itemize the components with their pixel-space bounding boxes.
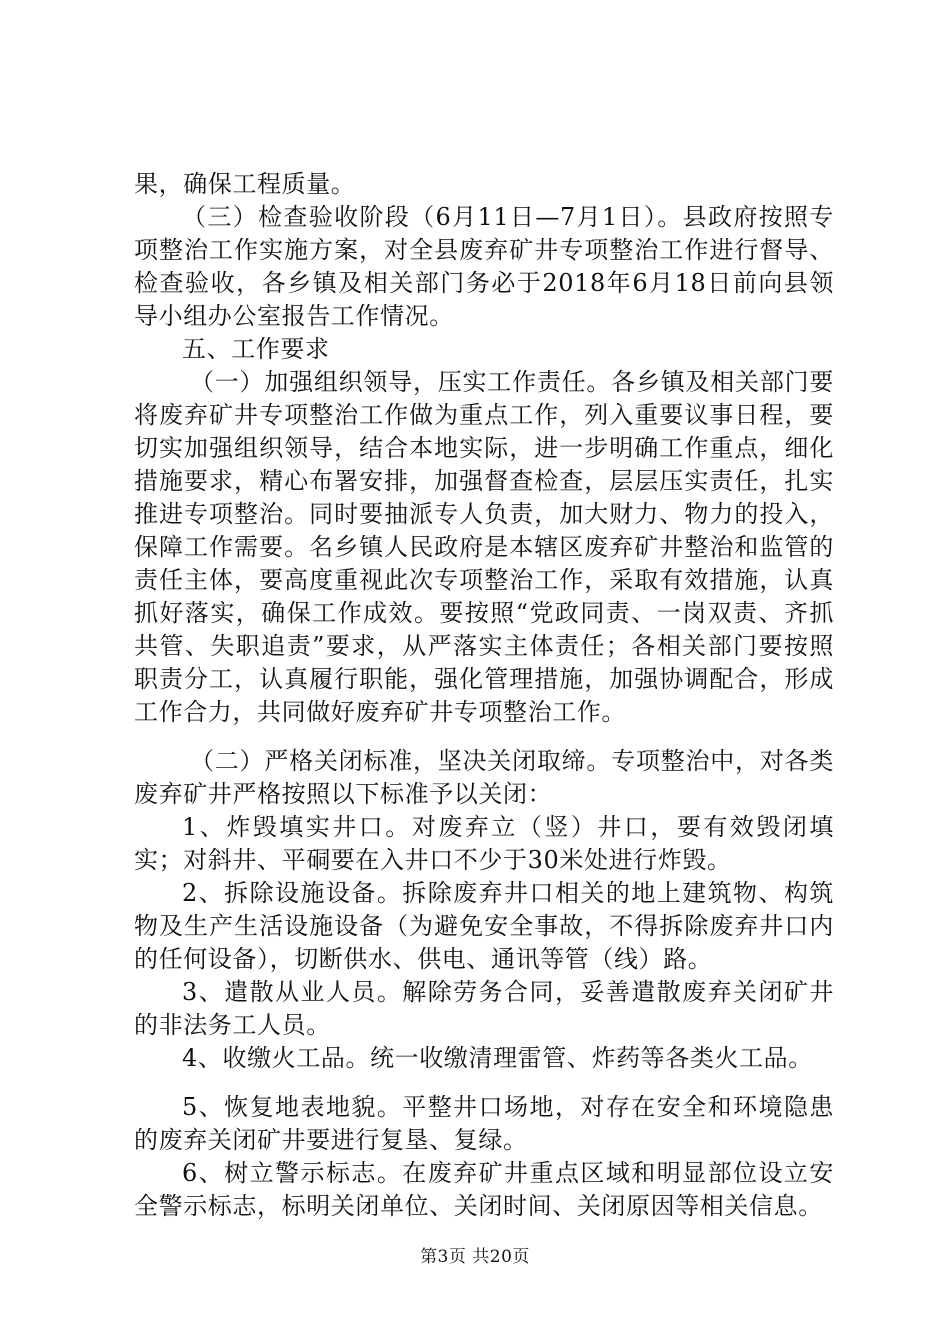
list-item-dismiss-workers: 3、遣散从业人员。解除劳务合同，妥善遣散废弃关闭矿井的非法务工人员。 [134, 978, 834, 1039]
list-item-remove-facilities: 2、拆除设施设备。拆除废弃井口相关的地上建筑物、构筑物及生产生活设施设备（为避免安全事故，不得拆除废弃井口内的任何设备），切断供水、供电、通讯等管（线）路。 [134, 879, 834, 973]
section-heading-work-requirements: 五、工作要求 [182, 335, 330, 363]
list-item-restore-landform: 5、恢复地表地貌。平整井口场地，对存在安全和环境隐患的废弃关闭矿井要进行复垦、复绿。 [134, 1093, 834, 1154]
paragraph-closure-standards: （二）严格关闭标准，坚决关闭取缔。专项整治中，对各类废弃矿井严格按照以下标准予以关闭： [134, 747, 834, 808]
paragraph-continuation: 果，确保工程质量。 [134, 170, 356, 198]
page-number-footer: 第3页 共20页 [420, 1247, 530, 1267]
document-body [134, 168, 834, 1223]
paragraph-strengthen-leadership: （一）加强组织领导，压实工作责任。各乡镇及相关部门要将废弃矿井专项整治工作做为重点工作，列入重要议事日程，要切实加强组织领导，结合本地实际，进一步明确工作重点，细化措施要求，精心布署安排，加强督查检查，层层压实责任，扎实推进专项整治。同时要抽派专人负责，加大财力、物力的投入，保障工作需要。名乡镇人民政府是本辖区废弃矿井整治和监管的责任主体，要高度重视此次专项整治工作，采取有效措施，认真抓好落实，确保工作成效。要按照“党政同责、一岗双责、齐抓共管、失职追责”要求，从严落实主体责任；各相关部门要按照职责分工，认真履行职能，强化管理措施，加强协调配合，形成工作合力，共同做好废弃矿井专项整治工作。 [134, 368, 834, 726]
list-item-warning-signs: 6、树立警示标志。在废弃矿井重点区域和明显部位设立安全警示标志，标明关闭单位、关闭时间、关闭原因等相关信息。 [134, 1159, 834, 1220]
paragraph-inspection-stage: （三）检查验收阶段（6月11日—7月1日）。县政府按照专项整治工作实施方案，对全县废弃矿井专项整治工作进行督导、检查验收，各乡镇及相关部门务必于2018年6月18日前向县领导小组办公室报告工作情况。 [134, 203, 834, 330]
list-item-blast-fill: 1、炸毁填实井口。对废弃立（竖）井口，要有效毁闭填实；对斜井、平硐要在入井口不少于30米处进行炸毁。 [134, 813, 834, 874]
list-item-collect-explosives: 4、收缴火工品。统一收缴清理雷管、炸药等各类火工品。 [182, 1044, 813, 1072]
